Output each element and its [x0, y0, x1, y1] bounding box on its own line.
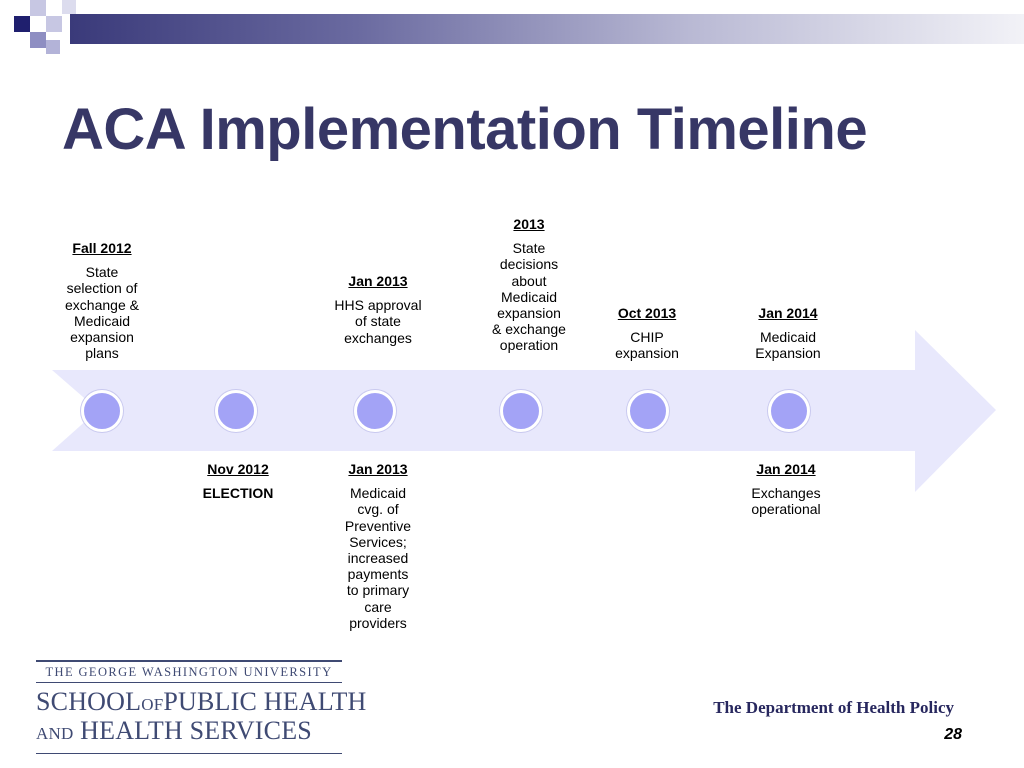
event-date: Jan 2014: [758, 305, 818, 321]
logo-university-name: THE GEORGE WASHINGTON UNIVERSITY: [45, 665, 333, 679]
logo-rule: [36, 753, 342, 754]
event-2013-state-decisions: [474, 216, 584, 354]
event-text: Exchanges operational: [751, 485, 821, 518]
event-date: Jan 2014: [756, 461, 816, 477]
event-date: Nov 2012: [207, 461, 269, 477]
event-text: HHS approval of state exchanges: [334, 297, 422, 346]
event-text: Medicaid cvg. of Preventive Services; increased payments to primary care providers: [344, 485, 412, 631]
timeline-dot: [81, 390, 123, 432]
event-fall-2012: [47, 240, 157, 361]
department-name: The Department of Health Policy: [713, 698, 954, 717]
timeline-dot: [500, 390, 542, 432]
timeline-dot: [215, 390, 257, 432]
logo-school-line: SCHOOLOFPUBLIC HEALTH: [36, 687, 367, 716]
timeline-dot: [768, 390, 810, 432]
event-text: ELECTION: [202, 485, 274, 502]
timeline-dot: [354, 390, 396, 432]
event-oct-2013: [592, 305, 702, 362]
timeline-dot: [627, 390, 669, 432]
event-text: State selection of exchange & Medicaid expansion plans: [65, 264, 139, 362]
event-date: Oct 2013: [617, 305, 677, 321]
event-text: Medicaid Expansion: [755, 329, 821, 362]
event-jan-2013-hhs: [323, 273, 433, 346]
event-date: Jan 2013: [348, 273, 408, 289]
event-date: Fall 2012: [72, 240, 132, 256]
university-logo: [36, 660, 367, 754]
event-nov-2012: [183, 461, 293, 501]
event-text: CHIP expansion: [615, 329, 679, 362]
event-text: State decisions about Medicaid expansion & exchange operation: [492, 240, 566, 354]
event-jan-2014-exchanges: [731, 461, 841, 518]
slide-title: ACA Implementation Timeline: [62, 97, 868, 162]
page-number: 28: [944, 726, 962, 743]
event-jan-2013-medicaid: [323, 461, 433, 631]
logo-rule: [36, 682, 342, 683]
event-date: 2013: [513, 216, 545, 232]
event-jan-2014-medicaid: [733, 305, 843, 362]
logo-services-line: AND HEALTH SERVICES: [36, 716, 312, 745]
event-date: Jan 2013: [348, 461, 408, 477]
